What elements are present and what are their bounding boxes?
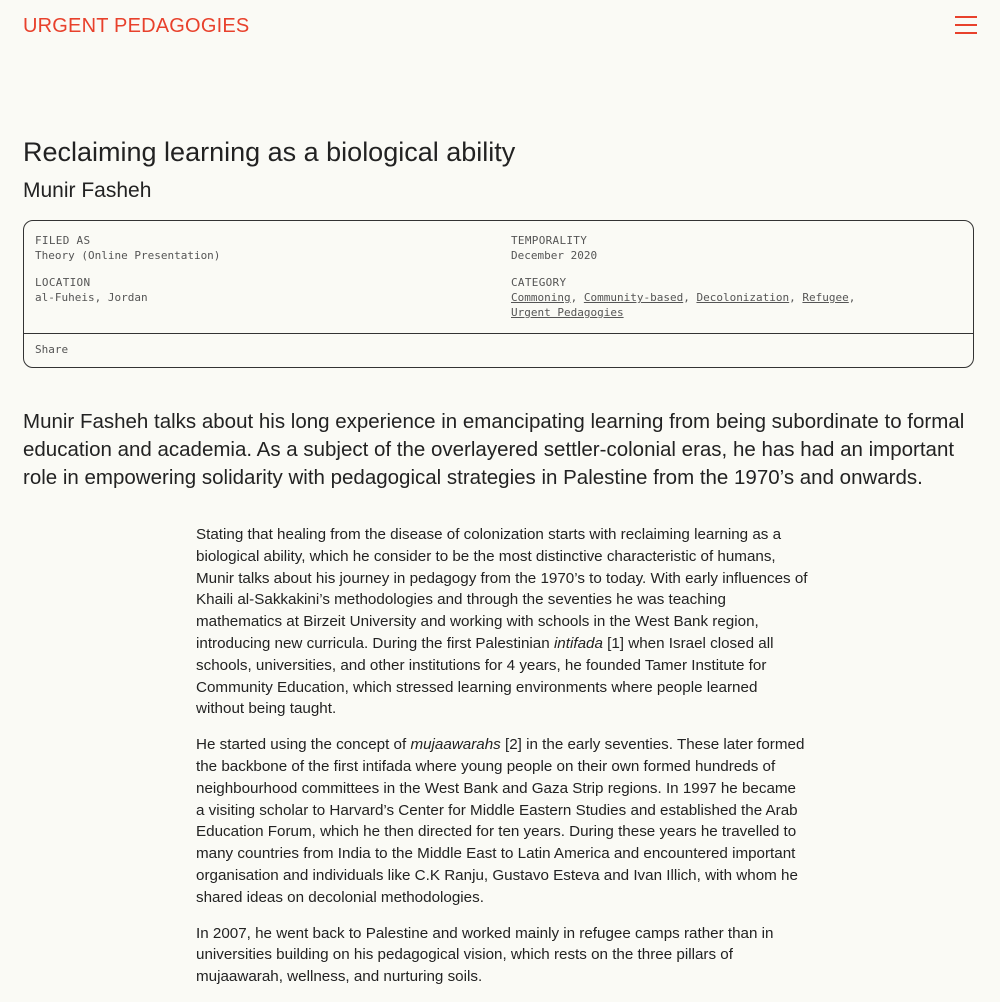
filed-as-block xyxy=(35,233,220,263)
body-paragraph-3: In 2007, he went back to Palestine and worked mainly in refugee camps rather than in universities building on his pedagogical vision, which rests on the three pillars of mujaawarah, wellness, and nurturing soils. xyxy=(196,924,774,986)
location-value: al-Fuheis, Jordan xyxy=(35,291,148,304)
author-name: Munir Fasheh xyxy=(23,179,152,202)
article-body xyxy=(196,524,808,1002)
body-paragraph-1: Stating that healing from the disease of colonization starts with reclaiming learning as a biological ability, which he consider to be the most distinctive characteristic of humans, Munir talks about his journey in pedagogy from the 1970’s to today. With early influences of Khaili al-Sakkakini’s methodologies and through the seventies he was teaching mathematics at Birzeit University and working with schools in the West Bank region, introducing new curricula. During the first Palestinian intifada [1] when Israel closed all schools, universities, and other institutions for 4 years, he founded Tamer Institute for Community Education, which stressed learning environments where people learned without being taught. xyxy=(196,526,808,718)
share-button[interactable]: Share xyxy=(35,343,69,356)
metadata-grid xyxy=(24,221,973,334)
category-block xyxy=(511,275,931,320)
menu-line xyxy=(955,24,977,26)
filed-as-value: Theory (Online Presentation) xyxy=(35,249,221,262)
category-link-decolonization[interactable]: Decolonization xyxy=(696,291,790,304)
temporality-value: December 2020 xyxy=(511,249,598,262)
category-link-urgent-pedagogies[interactable]: Urgent Pedagogies xyxy=(511,306,624,319)
location-block xyxy=(35,275,148,305)
body-paragraph-2: He started using the concept of mujaawarahs [2] in the early seventies. These later formed the backbone of the first intifada where young people on their own formed hundreds of neighbourhood committees in the West Bank and Gaza Strip regions. In 1997 he became a visiting scholar to Harvard’s Center for Middle Eastern Studies and established the Arab Education Forum, which he then directed for ten years. During these years he travelled to many countries from India to the Middle East to Latin America and encountered important organisation and individuals like C.K Ranju, Gustavo Esteva and Ivan Illich, with whom he shared ideas on decolonial methodologies. xyxy=(196,736,805,906)
temporality-label: TEMPORALITY xyxy=(511,234,588,247)
temporality-block xyxy=(511,233,597,263)
category-label: CATEGORY xyxy=(511,276,567,289)
category-link-refugee[interactable]: Refugee xyxy=(802,291,849,304)
metadata-card xyxy=(23,220,974,368)
menu-line xyxy=(955,16,977,18)
hamburger-menu-icon[interactable] xyxy=(955,16,977,34)
site-header xyxy=(0,0,1000,56)
category-link-community-based[interactable]: Community-based xyxy=(583,291,684,304)
category-link-commoning[interactable]: Commoning xyxy=(511,291,571,304)
menu-line xyxy=(955,32,977,34)
site-logo[interactable]: URGENT PEDAGOGIES xyxy=(23,15,250,37)
filed-as-label: FILED AS xyxy=(35,234,91,247)
article-lede: Munir Fasheh talks about his long experience in emancipating learning from being subordinate to formal education and academia. As a subject of the overlayered settler-colonial eras, he has had an important role in empowering solidarity with pedagogical strategies in Palestine from the 1970’s and onwards. xyxy=(23,410,965,489)
location-label: LOCATION xyxy=(35,276,91,289)
page-title: Reclaiming learning as a biological ability xyxy=(23,137,516,167)
category-list: Commoning, Community-based, Decolonization, Refugee, Urgent Pedagogies xyxy=(511,291,856,319)
